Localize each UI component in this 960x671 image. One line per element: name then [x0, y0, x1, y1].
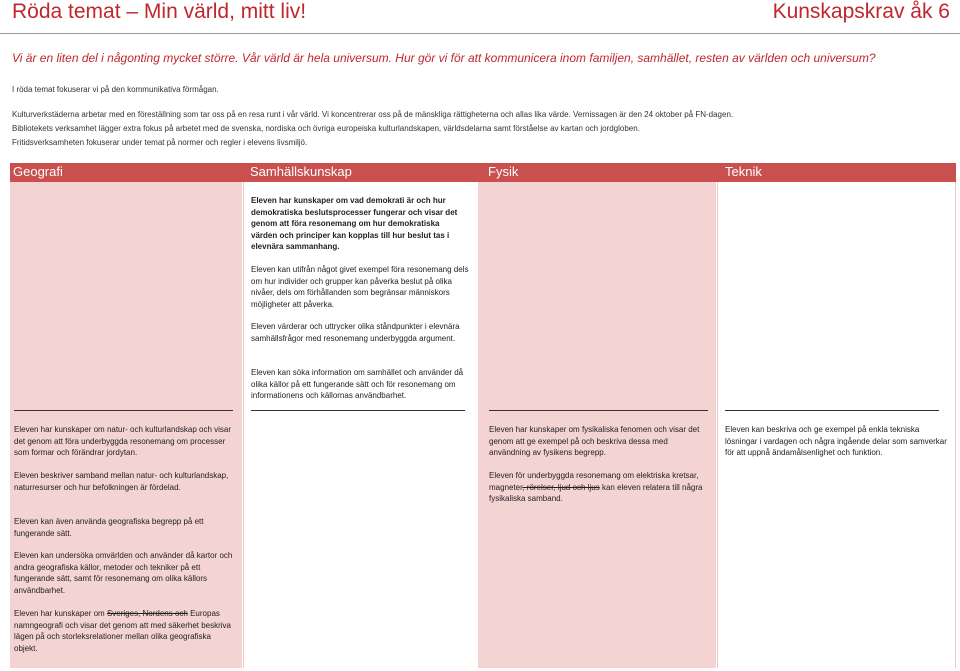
fysik-divider	[489, 410, 708, 411]
teknik-criterion-1: Eleven kan beskriva och ge exempel på enkla tekniska lösningar i vardagen och några ingående delar som samverkar för att uppnå ändamålsenlighet och funktion.	[725, 425, 947, 457]
subject-header-teknik: Teknik	[725, 164, 762, 179]
geografi-criterion-5-start: Eleven har kunskaper om	[14, 609, 107, 618]
samhalle-criterion-3: Eleven värderar och uttrycker olika ståndpunkter i elevnära samhällsfrågor med resonemang underbyggda argument.	[251, 322, 460, 343]
geografi-criterion-5-struck: Sveriges, Nordens och	[106, 609, 188, 618]
intro-line-1: Kulturverkstäderna arbetar med en föreställning som tar oss på en resa runt i vår värld. Vi koncentrerar oss på de mänskliga rättigheterna och allas lika värde. Vernissagen är den 24 oktober på FN-dagen.	[12, 110, 734, 119]
fysik-criterion-2-start: Eleven för underbyggda resonemang om elektriska kretsar, magneter	[489, 471, 699, 492]
subject-header-band	[10, 163, 956, 182]
subject-header-geografi: Geografi	[13, 164, 63, 179]
geografi-criterion-3: Eleven kan även använda geografiska begrepp på ett fungerande sätt.	[14, 517, 204, 538]
geografi-criterion-4: Eleven kan undersöka omvärlden och använder då kartor och andra geografiska källor, metoder och tekniker på ett fungerande sätt, samt för resonemang om olika källors användbarhet.	[14, 551, 233, 595]
samhalle-divider	[251, 410, 465, 411]
geografi-criterion-5-end: Europas namngeografi och visar det genom att med säkerhet beskriva lägen på och storleksrelationer mellan olika geografiska objekt.	[14, 609, 232, 653]
geografi-divider	[14, 410, 233, 411]
geografi-criterion-5	[14, 608, 236, 654]
title-row	[0, 0, 960, 30]
samhalle-criterion-1: Eleven har kunskaper om vad demokrati är och hur demokratiska beslutsprocesser fungerar och visar det genom att föra resonemang om hur demokratiska värden och principer kan kopplas till hur beslut tas i elevnära sammanhang.	[251, 196, 458, 251]
fysik-criterion-2-end: kan eleven relatera till några fysikaliska samband.	[489, 482, 703, 503]
title-divider	[0, 33, 960, 34]
fysik-criterion-2-struck: , rörelser, ljud och ljus	[522, 482, 600, 492]
intro-line-2: Bibliotekets verksamhet lägger extra fokus på arbetet med de svenska, nordiska och övriga europeiska kulturlandskapen, världsdelarna samt förståelse av kartan och jordgloben.	[12, 124, 640, 133]
samhalle-criterion-4: Eleven kan söka information om samhället och använder då olika källor på ett fungerande sätt och för resonemang om informationens och källornas användbarhet.	[251, 368, 464, 400]
samhalle-criterion-2: Eleven kan utifrån något givet exempel föra resonemang dels om hur individer och grupper kan påverka beslut på olika nivåer, dels om förhållanden som begränsar människors möjligheter att påverka.	[251, 265, 469, 309]
page-subtitle: Kunskapskrav åk 6	[772, 0, 950, 23]
subject-header-samhallskunskap: Samhällskunskap	[250, 164, 352, 179]
page-title: Röda temat – Min värld, mitt liv!	[12, 0, 307, 23]
geografi-criterion-1: Eleven har kunskaper om natur- och kulturlandskap och visar det genom att föra underbyggda resonemang om processer som formar och förändrar jordytan.	[14, 425, 231, 457]
intro-focus: I röda temat fokuserar vi på den kommunikativa förmågan.	[12, 85, 219, 94]
column-samhallskunskap	[243, 182, 479, 668]
intro-line-3: Fritidsverksamheten fokuserar under temat på normer och regler i elevens livsmiljö.	[12, 138, 308, 147]
subject-header-fysik: Fysik	[488, 164, 519, 179]
teknik-divider	[725, 410, 939, 411]
intro-lead: Vi är en liten del i någonting mycket större. Vår värld är hela universum. Hur gör vi för att kommunicera inom familjen, samhället, resten av världen och universum?	[12, 51, 876, 65]
fysik-criterion-1: Eleven har kunskaper om fysikaliska fenomen och visar det genom att ge exempel på och beskriva dessa med användning av fysikens begrepp.	[489, 425, 700, 457]
fysik-criterion-2	[489, 470, 711, 505]
geografi-criterion-2: Eleven beskriver samband mellan natur- och kulturlandskap, naturresurser och hur befolkningen är fördelad.	[14, 471, 229, 492]
